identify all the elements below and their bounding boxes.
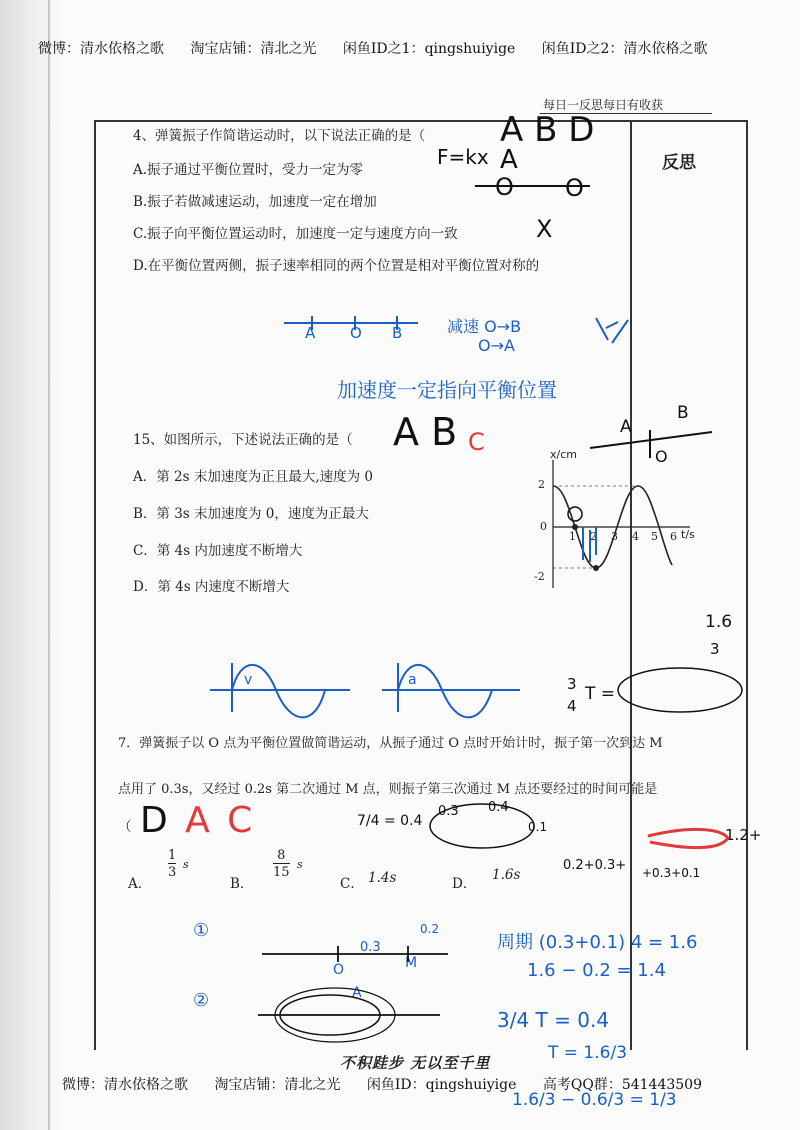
q7-paren: （ [118,819,132,835]
q7-misc: O [333,962,345,978]
q4-hw-o2: O [565,174,584,202]
watermark-item: 闲鱼ID：qingshuiyige [366,1077,517,1093]
q15-handwritten-answer: A B [393,410,458,454]
q7-work-2: 1.6 − 0.2 = 1.4 [527,960,666,981]
q15-calc: 1.6 [705,612,733,632]
q4-note-2: O→A [478,336,515,355]
q4-stem: 4、弹簧振子作简谐运动时，以下说法正确的是（ [133,128,426,144]
watermark-item: 淘宝店铺：清北之光 [190,41,317,57]
q7-hw-ellipse [430,804,534,848]
q7-option-c-value: 1.4s [368,870,397,886]
q7-work-3: 3/4 T = 0.4 [497,1008,610,1032]
motto: 不积跬步 无以至千里 [340,1054,491,1072]
q15-calc: T = [585,684,616,704]
watermark-bottom [62,1074,724,1094]
q7-misc: 0.2+0.3+ [563,858,627,873]
watermark-item: 闲鱼ID之1：qingshuiyige [342,41,516,57]
q7-option-d-label: D． [452,876,477,892]
q4-hw-o: O [495,173,514,201]
q4-handwritten-answer: A B D [500,110,595,150]
graph-point [572,524,578,530]
q15-option-a: A．第 2s 末加速度为正且最大,速度为 0 [133,469,374,485]
q7-misc: 0.3 [360,940,381,955]
q15-calc: 4 [567,697,577,715]
q15-wave1-label: v [244,672,253,688]
q15-calc: 3 [710,640,720,658]
graph-ytick: -2 [534,570,545,583]
q7-option-a-unit: s [183,858,189,871]
q4-option-d: D.在平衡位置两侧，振子速率相同的两个位置是相对平衡位置对称的 [133,258,540,274]
q4-option-b: B.振子若做减速运动，加速度一定在增加 [133,194,377,210]
q7-misc: 0.1 [528,820,548,834]
q7-misc: A [352,985,362,1001]
q4-note-1: 减速 O→B [447,317,522,336]
q7-work-5: 1.6/3 − 0.6/3 = 1/3 [512,1090,677,1110]
q4-axis-o: O [350,324,362,342]
q15-hw-o: O [655,447,668,466]
fraction-num: 8 [277,848,286,863]
q7-misc: +0.3+0.1 [642,866,701,880]
q7-option-c-label: C． [340,876,364,892]
graph-ytick: 2 [538,478,545,491]
q4-hw-formula: F=kx [437,145,489,169]
fraction-den: 15 [273,865,290,880]
q7-case-2: ② [193,990,210,1011]
q7-red-scribble [648,829,728,847]
watermark-item: 微博：清水依格之歌 [62,1077,188,1093]
q15-option-d: D．第 4s 内速度不断增大 [133,579,290,595]
q4-hw-a: A [500,145,518,175]
q7-work-4: T = 1.6/3 [548,1043,628,1063]
q15-hw-b: B [677,403,689,423]
graph-xtick: 5 [651,530,658,543]
graph-xlabel: t/s [681,528,695,541]
q7-case-1: ① [193,920,210,941]
q7-option-a-label: A． [128,876,152,892]
q15-graph [553,460,690,588]
q7-option-b-unit: s [297,858,303,871]
q7-option-b-label: B． [230,876,254,892]
q7-misc: 1.2+ [725,826,762,844]
q15-stem: 15、如图所示，下述说法正确的是（ [133,432,353,448]
q15-wave2-label: a [408,672,417,688]
graph-xtick: 3 [611,530,618,543]
q15-option-b: B．第 3s 末加速度为 0，速度为正最大 [133,506,369,522]
q15-calc: 3 [567,675,577,693]
answer-letter-ac: AC [185,800,271,841]
graph-ytick: 0 [540,520,547,533]
q15-option-c: C．第 4s 内加速度不断增大 [133,543,303,559]
q15-calc-ellipse [618,668,742,712]
q4-option-c: C.振子向平衡位置运动时，加速度一定与速度方向一致 [133,226,458,242]
q7-work-1: 周期 (0.3+0.1) 4 = 1.6 [497,932,698,953]
q7-misc: 7/4 = 0.4 [357,813,423,829]
header-note: 每日一反思每日有收获 [543,98,664,112]
watermark-item: 淘宝店铺：清北之光 [214,1077,341,1093]
q7-option-d-value: 1.6s [492,867,521,883]
q7-line-1: 7．弹簧振子以 O 点为平衡位置做简谐运动，从振子通过 O 点时开始计时，振子第一次到达 M [118,736,663,751]
q7-misc: 0.2 [420,922,440,936]
q4-note-3: 加速度一定指向平衡位置 [337,378,557,402]
q15-handwritten-c: C [468,428,485,456]
q15-hw-a: A [620,417,632,437]
graph-xtick: 1 [569,530,576,543]
q4-axis-b: B [392,324,403,342]
q15-hw-waves [210,663,520,717]
graph-xtick: 6 [670,530,677,543]
graph-ylabel: x/cm [550,448,577,461]
q4-hw-arrows [596,318,628,343]
q4-option-a: A.振子通过平衡位置时，受力一定为零 [133,162,364,178]
q4-axis-a: A [305,324,316,342]
watermark-item: 微博：清水依格之歌 [38,41,164,57]
fraction-num: 1 [168,848,177,863]
graph-xtick: 4 [632,530,639,543]
watermark-item: 高考QQ群：541443509 [542,1077,702,1093]
graph-xtick: 2 [590,530,597,543]
graph-point [593,565,599,571]
q7-misc: 0.3 [438,804,459,819]
answer-letter-d: D [140,800,186,841]
q7-misc: 0.4 [488,800,509,815]
q4-hw-x: X [536,215,553,243]
q7-line-2: 点用了 0.3s，又经过 0.2s 第二次通过 M 点，则振子第三次通过 M 点还要经过的时间可能是 [118,782,658,797]
watermark-item: 闲鱼ID之2：清水依格之歌 [541,41,708,57]
fraction-den: 3 [168,865,177,880]
reflection-label: 反思 [662,153,696,173]
q7-misc: M [405,955,418,971]
